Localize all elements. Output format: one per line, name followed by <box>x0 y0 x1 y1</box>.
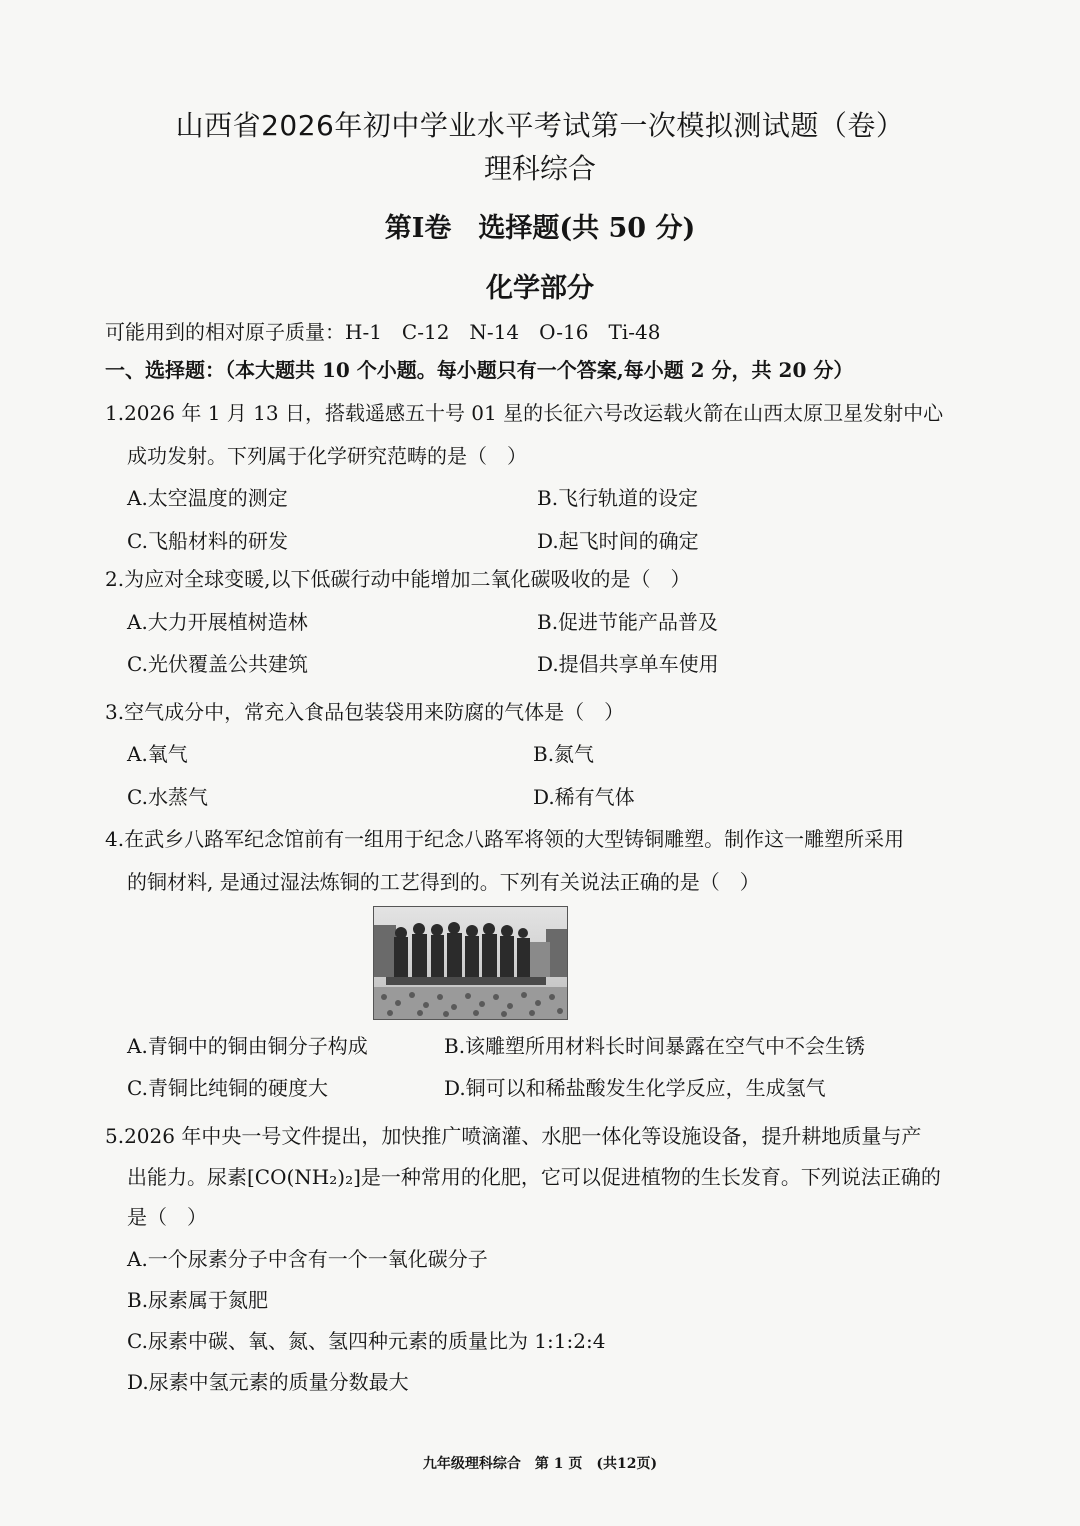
q4-option-a: A.青铜中的铜由铜分子构成 <box>127 1034 368 1058</box>
q5-stem-line2: 出能力。尿素[CO(NH₂)₂]是一种常用的化肥，它可以促进植物的生长发育。下列说法正确的 <box>127 1165 941 1189</box>
exam-subject: 理科综合 <box>483 152 596 185</box>
q4-stem-line2: 的铜材料, 是通过湿法炼铜的工艺得到的。下列有关说法正确的是（ ） <box>127 870 760 894</box>
q1-option-d: D.起飞时间的确定 <box>537 529 699 553</box>
q3-option-c: C.水蒸气 <box>127 785 208 809</box>
q4-option-c: C.青铜比纯铜的硬度大 <box>127 1076 328 1100</box>
q2-stem: 2.为应对全球变暖,以下低碳行动中能增加二氧化碳吸收的是（ ） <box>105 567 691 591</box>
q1-stem-line1: 1.2026 年 1 月 13 日，搭载遥感五十号 01 星的长征六号改运载火箭在山西太原卫星发射中心 <box>105 401 944 425</box>
q4-option-b: B.该雕塑所用材料长时间暴露在空气中不会生锈 <box>444 1034 866 1058</box>
q5-stem-line3: 是（ ） <box>127 1205 207 1229</box>
q5-option-d: D.尿素中氢元素的质量分数最大 <box>127 1370 409 1394</box>
q1-stem-line2: 成功发射。下列属于化学研究范畴的是（ ） <box>127 444 527 468</box>
q1-option-c: C.飞船材料的研发 <box>127 529 288 553</box>
q2-option-d: D.提倡共享单车使用 <box>537 652 719 676</box>
section-title: 化学部分 <box>486 273 594 304</box>
atomic-masses-note: 可能用到的相对原子质量：H-1 C-12 N-14 O-16 Ti-48 <box>105 320 661 344</box>
q5-option-a: A.一个尿素分子中含有一个一氧化碳分子 <box>127 1247 488 1271</box>
q5-stem-line1: 5.2026 年中央一号文件提出，加快推广喷滴灌、水肥一体化等设施设备，提升耕地质量与产 <box>105 1124 922 1148</box>
q3-option-a: A.氧气 <box>127 742 188 766</box>
page-footer: 九年级理科综合 第 1 页 (共12页) <box>422 1456 658 1472</box>
part-title: 第Ⅰ卷 选择题(共 50 分) <box>384 213 696 244</box>
q3-option-d: D.稀有气体 <box>533 785 635 809</box>
q5-option-c: C.尿素中碳、氧、氮、氢四种元素的质量比为 1:1:2:4 <box>127 1329 606 1353</box>
q4-stem-line1: 4.在武乡八路军纪念馆前有一组用于纪念八路军将领的大型铸铜雕塑。制作这一雕塑所采用 <box>105 827 905 851</box>
q5-option-b: B.尿素属于氮肥 <box>127 1288 269 1312</box>
q2-option-b: B.促进节能产品普及 <box>537 610 719 634</box>
q3-stem: 3.空气成分中，常充入食品包装袋用来防腐的气体是（ ） <box>105 700 625 724</box>
choice-section-heading: 一、选择题：（本大题共 10 个小题。每小题只有一个答案,每小题 2 分，共 20 分） <box>105 358 854 382</box>
q2-option-c: C.光伏覆盖公共建筑 <box>127 652 308 676</box>
q2-option-a: A.大力开展植树造林 <box>127 610 308 634</box>
exam-title: 山西省2026年初中学业水平考试第一次模拟测试题（卷） <box>175 109 905 142</box>
q4-option-d: D.铜可以和稀盐酸发生化学反应，生成氢气 <box>444 1076 826 1100</box>
q1-option-b: B.飞行轨道的设定 <box>537 486 699 510</box>
q3-option-b: B.氮气 <box>533 742 595 766</box>
q1-option-a: A.太空温度的测定 <box>127 486 288 510</box>
sculpture-photo <box>373 906 568 1020</box>
sculpture-photo-graphic <box>374 907 567 1019</box>
